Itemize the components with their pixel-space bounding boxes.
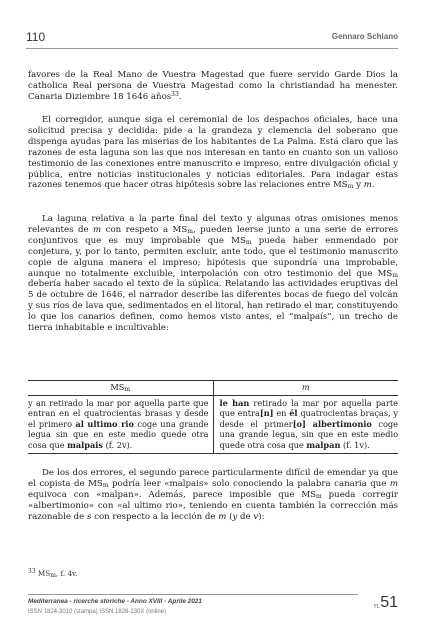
issue-prefix: n. — [374, 603, 380, 610]
col-head-ms: $MS_m$ — [28, 381, 213, 396]
paragraph-2: El corregidor, aunque siga el ceremonial de los despachos oficiales, hace una solicitud precisa y decidida: pide a la grandeza y clemencia del soberano que dispenga ayudas para las miserias de los habitantes de La Palma. Está claro que las razones de esta laguna son las que nos interesan en tanto en cuanto son un valioso testimonio de las conexiones entre manuscrito e impreso, entre divulgación oficial y pública, entre noticias institucionales y noticias editoriales. Para indagar estas razones tenemos que hacer otras hipótesis sobre las relaciones entre $MS_m$ y m. — [28, 115, 398, 191]
footer-rule — [28, 594, 358, 595]
quoted-paragraph: favores de la Real Mano de Vuestra Magestad que fuere servido Garde Dios la catholica Real persona de Vuestra Magestad como la christiandad ha menester. Canaria Diziembre 18 1646 años$^{33}$. — [28, 70, 398, 102]
issue-page-number: 51 — [380, 594, 398, 611]
header-rule — [26, 48, 398, 49]
paragraph-4: De los dos errores, el segundo parece particularmente difícil de emendar ya que el copista de $MS_m$ podría leer «malpais» solo conociendo la palabra canaria que m equivoca con «malpan». Además, parece imposible que $MS_m$ pueda corregir «albertimonio» con «al ultimo rio», teniendo en cuenta también la corrección más razonable de s con respecto a la lección de m (y de v): — [28, 468, 398, 522]
paragraph-3: La laguna relativa a la parte final del texto y algunas otras omisiones menos relevantes de m con respeto a $MS_m$, pueden leerse junto a una serie de errores conjuntivos que es muy improbable que $MS_m$ pueda haber enmendado por conjetura, y, por lo tanto, permiten excluir, ante todo, que el testimonio manuscrito copie de alguna manera el impreso; hipótesis que supondría una improbable, aunque no totalmente excluible, interpolación con otro testimonio del que $MS_m$ debería haber sacado el texto de la súplica. Relatando las actividades eruptivas del 5 de octubre de 1646, el narrador describe las diferentes bocas de fuego del volcán y sus ríos de lava que, sedimentados en el litoral, han retirado el mar, constituyendo lo que los canarios definen, como hemos visto antes, el “malpaís”, un trecho de tierra inhabitable e incultivable: — [28, 214, 399, 334]
footnote: $^{33}$ $MS_m$, f. 4v. — [28, 568, 78, 579]
col-head-m: m — [213, 381, 398, 396]
table-row — [28, 395, 398, 453]
comparison-table — [28, 380, 398, 454]
cell-ms-text: y an retirado la mar por aquella parte que entran en el quatrocientas brasas y desde el primero al ultimo rio coge una grande legua sin que en este medio quede otra cosa que malpais (f. 2v). — [28, 395, 213, 453]
cell-m-text: le han retirado la mar por aquella parte que entra[n] en él quatrocientas braças, y desde el primer[o] albertimonio coge una grande legua, sin que en este medio quede otra cosa que malpan (f. 1v). — [213, 395, 398, 453]
issn-line: ISSN 1824-3010 (stampa) ISSN 1828-230X (online) — [28, 609, 167, 615]
page-number: 110 — [26, 30, 46, 44]
page-footer — [28, 594, 398, 624]
footnote-ref: 33 — [171, 90, 179, 98]
running-author: Gennaro Schiano — [331, 32, 398, 41]
journal-title: Mediterranea - ricerche storiche - Anno XVIII - Aprile 2021 — [28, 598, 202, 605]
